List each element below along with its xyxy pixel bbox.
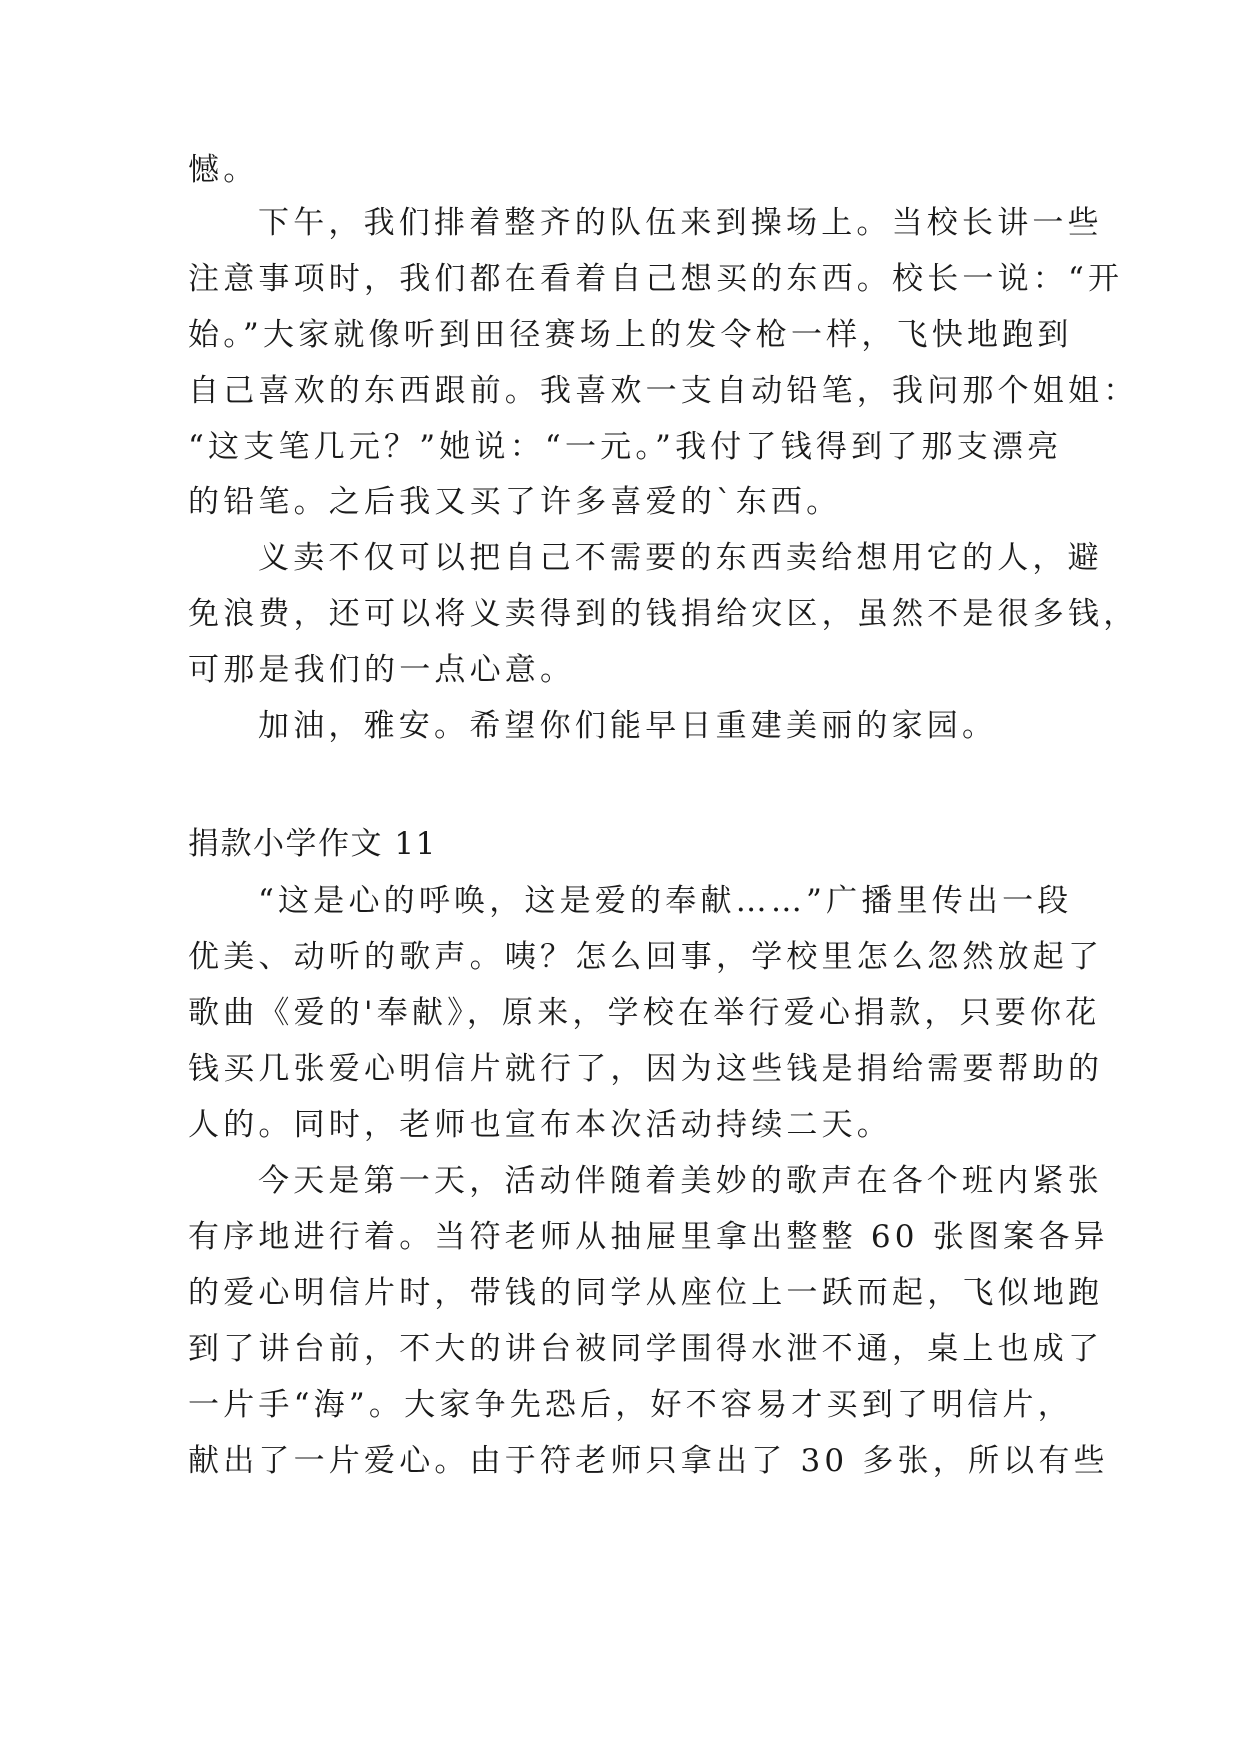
paragraph-line: 始。”大家就像听到田径赛场上的发令枪一样，飞快地跑到 [188,317,1073,353]
paragraph-line: 钱买几张爱心明信片就行了，因为这些钱是捐给需要帮助的 [188,1051,1104,1087]
paragraph-line: 可那是我们的一点心意。 [188,652,576,688]
paragraph-line: 免浪费，还可以将义卖得到的钱捐给灾区，虽然不是很多钱， [188,596,1139,632]
paragraph-line: “这是心的呼唤，这是爱的奉献……”广播里传出一段 [258,883,1073,919]
paragraph-line: “这支笔几元？”她说：“一元。”我付了钱得到了那支漂亮 [188,429,1063,465]
paragraph-line: 歌曲《爱的'奉献》，原来，学校在举行爱心捐款，只要你花 [188,995,1101,1031]
paragraph-line: 的爱心明信片时，带钱的同学从座位上一跃而起，飞似地跑 [188,1275,1104,1311]
paragraph-line: 献出了一片爱心。由于符老师只拿出了 30 多张，所以有些 [188,1443,1109,1479]
paragraph-line: 人的。同时，老师也宣布本次活动持续二天。 [188,1107,892,1143]
paragraph-line: 有序地进行着。当符老师从抽屉里拿出整整 60 张图案各异 [188,1219,1109,1255]
paragraph-line: 自己喜欢的东西跟前。我喜欢一支自动铅笔，我问那个姐姐： [188,373,1139,409]
paragraph-line: 加油，雅安。希望你们能早日重建美丽的家园。 [258,708,998,744]
paragraph-line: 注意事项时，我们都在看着自己想买的东西。校长一说：“开 [188,261,1124,297]
text-line: 憾。 [188,152,259,188]
paragraph-line: 的铅笔。之后我又买了许多喜爱的`东西。 [188,484,842,520]
paragraph-line: 今天是第一天，活动伴随着美妙的歌声在各个班内紧张 [258,1163,1103,1199]
paragraph-line: 到了讲台前，不大的讲台被同学围得水泄不通，桌上也成了 [188,1331,1104,1367]
paragraph-line: 下午，我们排着整齐的队伍来到操场上。当校长讲一些 [258,205,1103,241]
section-heading: 捐款小学作文 11 [188,826,437,862]
paragraph-line: 优美、动听的歌声。咦？怎么回事，学校里怎么忽然放起了 [188,939,1104,975]
paragraph-line: 义卖不仅可以把自己不需要的东西卖给想用它的人，避 [258,540,1103,576]
paragraph-line: 一片手“海”。大家争先恐后，好不容易才买到了明信片， [188,1387,1073,1423]
